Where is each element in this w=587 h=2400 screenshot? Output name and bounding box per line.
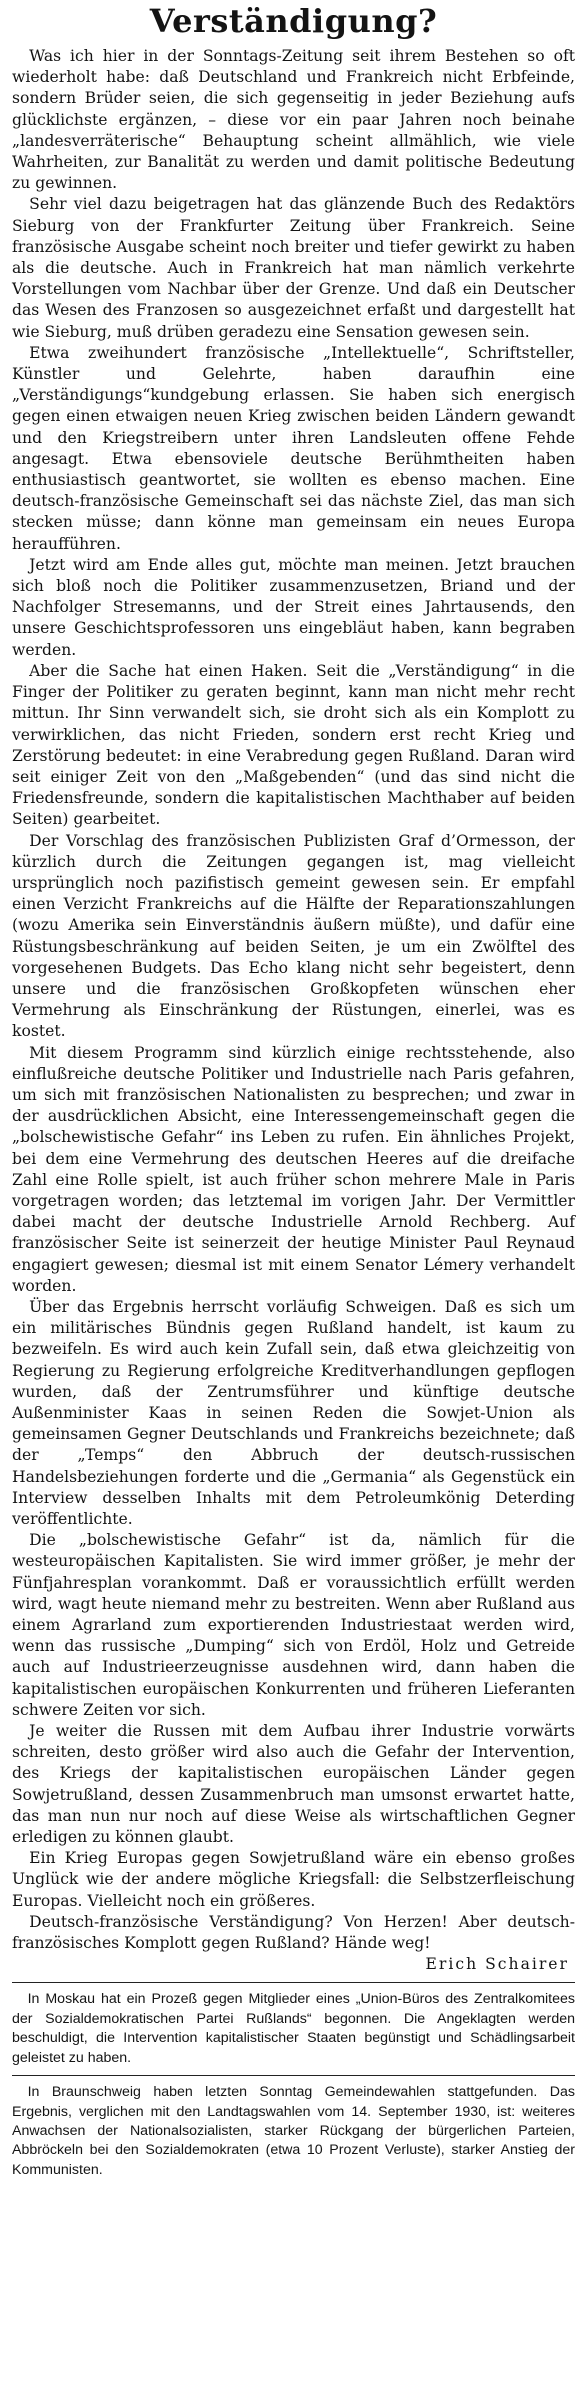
section-divider [12,1982,575,1983]
article-paragraph: Jetzt wird am Ende alles gut, möchte man meinen. Jetzt brauchen sich bloß noch die Politiker zusammenzusetzen, Briand und der Nachfolger Stresemanns, und der Streit eines Jahrtausends, den unsere Geschichtsprofessoren uns eingebläut haben, kann begraben werden. [12,555,575,659]
news-notice: In Braunschweig haben letzten Sonntag Gemeindewahlen stattgefunden. Das Ergebnis, verglichen mit den Landtagswahlen vom 14. September 1930, ist: weiteres Anwachsen der Nationalsozialisten, starker Rückgang der bürgerlichen Parteien, Abbröckeln bei den Sozialdemokraten (etwa 10 Prozent Verluste), starker Anstieg der Kommunisten. [12,2084,575,2178]
article-paragraph: Je weiter die Russen mit dem Aufbau ihrer Industrie vorwärts schreiten, desto größer wird also auch die Gefahr der Intervention, des Kriegs der kapitalistischen europäischen Länder gegen Sowjetrußland, dessen Zusammenbruch man umsonst erwartet hatte, das man nun nur noch auf diese Weise als wirtschaftlichen Gegner erledigen zu können glaubt. [12,1722,575,1847]
article-headline: Verständigung? [149,2,438,40]
article-paragraph: Deutsch-französische Verständigung? Von Herzen! Aber deutsch-französisches Komplott gegen Rußland? Hände weg! [12,1912,575,1953]
article-author: Erich Schairer [425,1955,569,1974]
article-paragraph: Ein Krieg Europas gegen Sowjetrußland wäre ein ebenso großes Unglück wie der andere mögliche Kriegsfall: die Selbstzerfleischung Europas. Vielleicht noch ein größeres. [12,1849,575,1910]
article-paragraph: Mit diesem Programm sind kürzlich einige rechtsstehende, also einflußreiche deutsche Politiker und Industrielle nach Paris gefahren, um sich mit französischen Nationalisten zu besprechen; und zwar in der ausdrücklichen Absicht, eine Interessengemeinschaft gegen die „bolschewistische Gefahr“ ins Leben zu rufen. Ein ähnliches Projekt, bei dem eine Vermehrung des deutschen Heeres auf die dreifache Zahl eine Rolle spielt, ist auch früher schon mehrere Male in Paris vorgetragen worden; das letztemal im vorigen Jahr. Der Vermittler dabei macht der deutsche Industrielle Arnold Rechberg. Auf französischer Seite ist seinerzeit der heutige Minister Paul Reynaud engagiert gewesen; diesmal ist mit einem Senator Lémery verhandelt worden. [12,1043,575,1295]
section-divider [12,2075,575,2076]
article-paragraph: Die „bolschewistische Gefahr“ ist da, nämlich für die westeuropäischen Kapitalisten. Sie wird immer größer, je mehr der Fünfjahresplan vorankommt. Daß er voraussichtlich erfüllt werden wird, wagt heute niemand mehr zu bestreiten. Wenn aber Rußland aus einem Agrarland zum exportierenden Industriestaat werden wird, wenn das russische „Dumping“ sich von Erdöl, Holz und Getreide auch auf Industrieerzeugnisse ausdehnen wird, dann haben die kapitalistischen europäischen Konkurrenten und früheren Lieferanten schwere Zeiten vor sich. [12,1531,575,1719]
news-notice: In Moskau hat ein Prozeß gegen Mitglieder eines „Union-Büros des Zentralkomitees der Sozialdemokratischen Partei Rußlands“ begonnen. Die Angeklagten werden beschuldigt, die Intervention kapitalistischer Staaten begünstigt und Schädlingsarbeit geleistet zu haben. [12,1991,575,2066]
article-paragraph: Über das Ergebnis herrscht vorläufig Schweigen. Daß es sich um ein militärisches Bündnis gegen Rußland handelt, ist kaum zu bezweifeln. Es wird auch kein Zufall sein, daß etwa gleichzeitig von Regierung zu Regierung erfolgreiche Kreditverhandlungen gepflogen wurden, daß der Zentrumsführer und künftige deutsche Außenminister Kaas in seinen Reden die Sowjet-Union als gemeinsamen Gegner Deutschlands und Frankreichs bezeichnete; daß der „Temps“ den Abbruch der deutsch-russischen Handelsbeziehungen forderte und die „Germania“ als Gegenstück ein Interview desselben Inhalts mit dem Petroleumkönig Deterding veröffentlichte. [12,1297,575,1529]
article-paragraph: Was ich hier in der Sonntags-Zeitung seit ihrem Bestehen so oft wiederholt habe: daß Deutschland und Frankreich nicht Erbfeinde, sondern Brüder seien, die sich gegenseitig in jeder Beziehung aufs glücklichste ergänzen, – diese vor ein paar Jahren noch beinahe „landesverräterische“ Behauptung scheint allmählich, wie viele Wahrheiten, zur Banalität zu werden und damit politische Bedeutung zu gewinnen. [12,47,575,193]
article-body [12,46,575,1954]
article-paragraph: Aber die Sache hat einen Haken. Seit die „Verständigung“ in die Finger der Politiker zu geraten beginnt, kann man nicht mehr recht mittun. Ihr Sinn verwandelt sich, sie droht sich als ein Komplott zu verwirklichen, das nicht Frieden, sondern erst recht Krieg und Zerstörung bedeutet: in eine Verabredung gegen Rußland. Daran wird seit einiger Zeit von den „Maßgebenden“ (und das sind nicht die Friedensfreunde, sondern die kapitalistischen Machthaber auf beiden Seiten) gearbeitet. [12,661,575,829]
article-paragraph: Der Vorschlag des französischen Publizisten Graf d’Ormesson, der kürzlich durch die Zeitungen gegangen ist, mag vielleicht ursprünglich noch pazifistisch gemeint gewesen sein. Er empfahl einen Verzicht Frankreichs auf die Hälfte der Reparationszahlungen (wozu Amerika sein Einverständnis äußern müßte), und dafür eine Rüstungsbeschränkung auf beiden Seiten, je um ein Zwölftel des vorgesehenen Budgets. Das Echo klang nicht sehr begeistert, denn unsere und die französischen Großkopfeten wünschen eher Vermehrung als Einschränkung der Rüstungen, einerlei, was es kostet. [12,831,575,1041]
article-paragraph: Sehr viel dazu beigetragen hat das glänzende Buch des Redaktörs Sieburg von der Frankfurter Zeitung über Frankreich. Seine französische Ausgabe scheint noch breiter und tiefer gewirkt zu haben als die deutsche. Auch in Frankreich hat man nämlich verkehrte Vorstellungen vom Nachbar über der Grenze. Und daß ein Deutscher das Wesen des Franzosen so ausgezeichnet erfaßt und dargestellt hat wie Sieburg, muß drüben geradezu eine Sensation gewesen sein. [12,195,575,341]
article-paragraph: Etwa zweihundert französische „Intellektuelle“, Schriftsteller, Künstler und Gelehrte, haben daraufhin eine „Verständigungs“kundgebung erlassen. Sie haben sich energisch gegen einen etwaigen neuen Krieg zwischen beiden Ländern gewandt und den Kriegstreibern unter ihren Landsleuten offene Fehde angesagt. Etwa ebensoviele deutsche Berühmtheiten haben enthusiastisch geantwortet, sie wollten es ebenso machen. Eine deutsch-französische Gemeinschaft sei das nächste Ziel, das man sich stecken müsse; dann könne man gemeinsam ein neues Europa heraufführen. [12,343,575,553]
